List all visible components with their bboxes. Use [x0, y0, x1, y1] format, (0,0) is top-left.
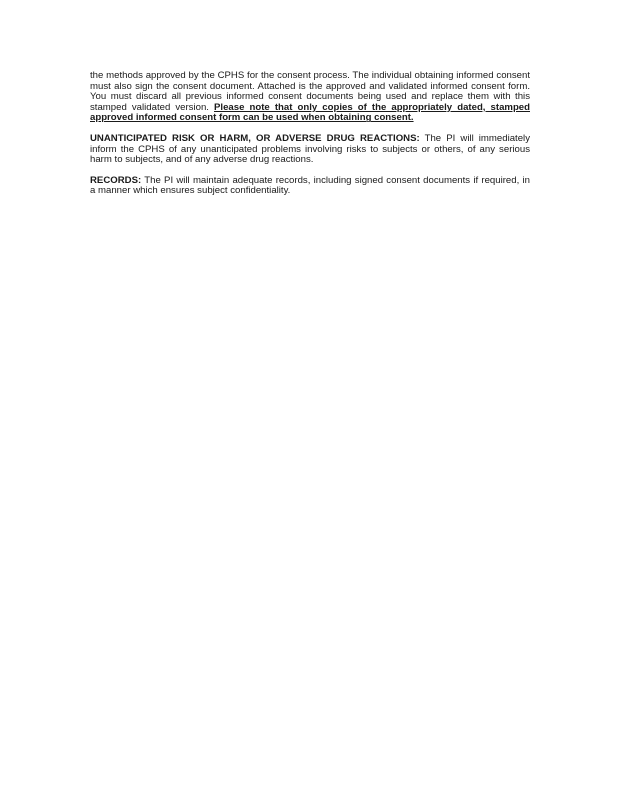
unanticipated-risk-paragraph	[90, 134, 530, 166]
records-heading: RECORDS:	[90, 174, 142, 186]
unanticipated-risk-heading: UNANTICIPATED RISK OR HARM, OR ADVERSE DRUG REACTIONS:	[90, 132, 420, 144]
unanticipated-risk-text: The PI will immediately inform the CPHS of any unanticipated problems involving risks to subjects or others, of any serious harm to subjects, and of any adverse drug reactions.	[90, 132, 530, 166]
consent-process-paragraph	[90, 71, 530, 124]
consent-copies-notice: Please note that only copies of the appropriately dated, stamped approved informed consent form can be used when obtaining consent.	[90, 101, 530, 124]
consent-process-text: the methods approved by the CPHS for the consent process. The individual obtaining informed consent must also sign the consent document. Attached is the approved and validated informed consent form. You must discard all previous informed consent documents being used and replace them with this stamped validated version.	[90, 70, 530, 113]
records-paragraph	[90, 176, 530, 197]
document-body	[90, 71, 530, 207]
records-text: The PI will maintain adequate records, including signed consent documents if required, in a manner which ensures subject confidentiality.	[90, 174, 530, 197]
